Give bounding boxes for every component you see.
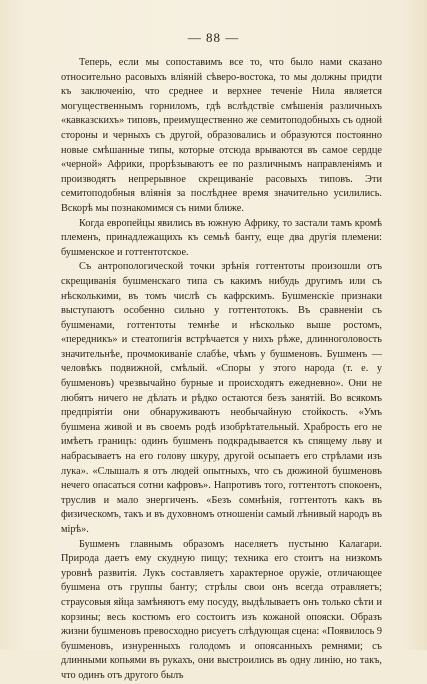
paragraph-4: Бушменъ главнымъ образомъ населяетъ пустыню Калагари. Природа даетъ ему скудную пищу; техника его стоитъ на низкомъ уровнѣ развитія. Лукъ составляетъ характерное оружіе, отличающее бушмена отъ группы банту; стрѣлы свои онъ всегда отравляетъ; страусовыя яйца замѣняютъ ему посуду, выдѣлываетъ онъ только сѣти и корзины; весь костюмъ его состоитъ изъ кожаной опояски. Образъ жизни бушменовъ превосходно рисуетъ слѣдующая сцена: «Появилось 9 бушменовъ, изнуренныхъ голодомъ и опоясанныхъ ремнями; съ длинными копьями въ рукахъ, они выстроились въ одну линію, но такъ, что одинъ отъ другого былъ [61, 538, 383, 681]
paragraph-1: Теперь, если мы сопоставимъ все то, что было нами сказано относительно расовыхъ вліяній сѣверо-востока, то мы должны придти къ заключенію, что среднее и верхнее теченіе Нила является могущественнымъ горниломъ, гдѣ вслѣдствіе смѣшенія различныхъ «кавказскихъ» типовъ, преимущественно же семитоподобныхъ съ одной стороны и черныхъ съ другой, образовались и образуются постоянно новые смѣшанные типы, которые отсюда врываются въ самое сердце «черной» Африки, прорѣзываютъ ее по различнымъ направленіямъ и производятъ непрерывное скрещиваніе расовыхъ типовъ. Эти семитоподобныя вліянія за послѣднее время значительно усилились. Вскорѣ мы познакомимся съ ними ближе. [61, 57, 382, 214]
paragraph-3: Съ антропологической точки зрѣнія готтентоты произошли отъ скрещиванія бушменскаго типа съ какимъ нибудь другимъ или съ нѣсколькими, въ томъ числѣ съ кафрскимъ. Бушменскіе признаки выступаютъ особенно сильно у готтентотокъ. Въ сравненіи съ бушменами, готтентоты темнѣе и нѣсколько выше ростомъ, «передникъ» и стеатопигія встрѣчается у нихъ рѣже, длинноголовость значительнѣе, прочмокиваніе слабѣе, чѣмъ у бушменовъ. Бушменъ — человѣкъ подвижной, смѣлый. «Споры у этого народа (т. е. у бушменовъ) чрезвычайно бурные и происходятъ ежедневно». Они не любятъ ничего не дѣлать и рѣдко остаются безъ занятій. Во всякомъ предпріятіи они обнаруживаютъ необычайную стойкость. «Умъ бушмена живой и въ своемъ родѣ изобрѣтательный. Храбрость его не имѣетъ границъ: одинъ бушменъ подкрадывается къ спящему льву и набрасываетъ на его голову шкуру, другой осыпаетъ его стрѣлами изъ лука». «Слышалъ я отъ людей опытныхъ, что съ дюжиной бушменовъ нечего опасаться сотни кафровъ». Напротивъ того, готтентотъ спокоенъ, труслив и мало энергиченъ. «Безъ сомнѣнія, готтентотъ какъ въ физическомъ, такъ и въ духовномъ отношеніи самый лѣнивый народъ въ мірѣ». [61, 261, 382, 535]
page-number: — 88 — [187, 30, 240, 45]
body-text [61, 56, 382, 684]
paragraph-2: Когда европейцы явились въ южную Африку, то застали тамъ кромѣ племенъ, принадлежащихъ къ семьѣ банту, еще два другія племени: бушменское и готтентотское. [61, 217, 382, 258]
